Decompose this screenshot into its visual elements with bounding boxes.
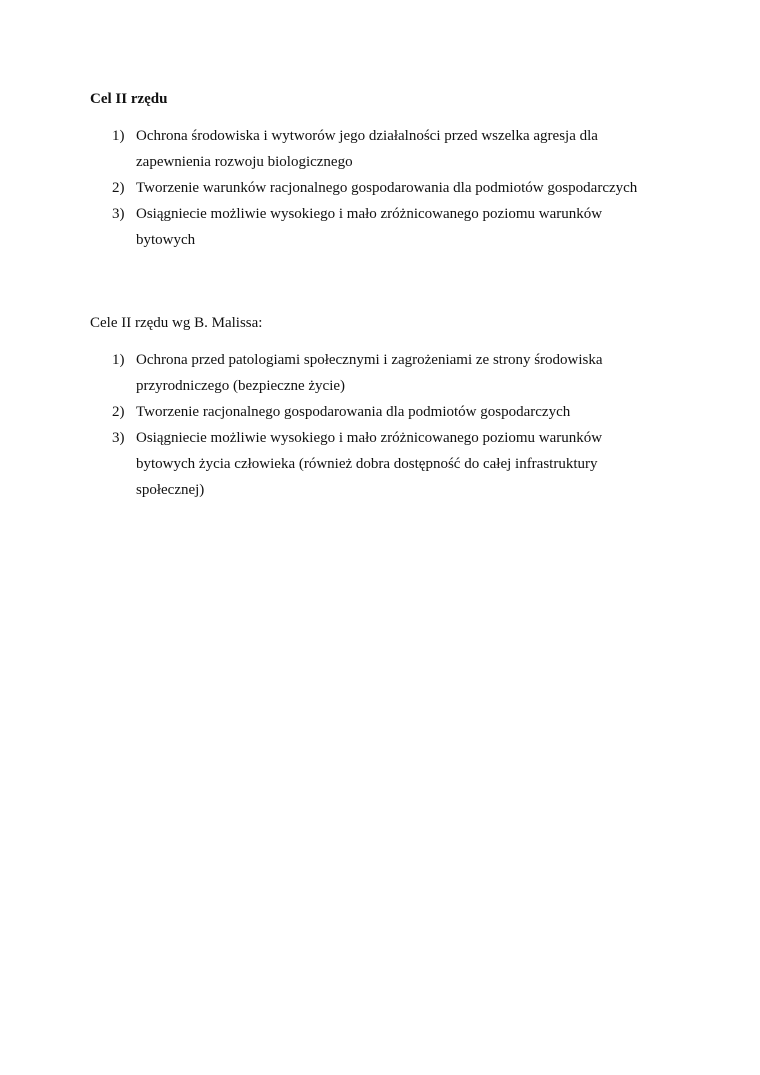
list-item-number: 3)	[112, 206, 125, 222]
goals-list	[90, 347, 650, 503]
list-item	[90, 347, 650, 399]
list-item	[90, 425, 650, 503]
section-heading: Cele II rzędu wg B. Malissa:	[90, 315, 263, 331]
section-goals-malissa	[90, 313, 650, 503]
list-item-number: 3)	[112, 430, 125, 446]
list-item-text: Ochrona środowiska i wytworów jego działalności przed wszelka agresja dla zapewnienia rozwoju biologicznego	[136, 128, 598, 170]
section-goals-second-order	[90, 89, 650, 253]
list-item	[90, 175, 650, 201]
list-item-text: Osiągniecie możliwie wysokiego i mało zróżnicowanego poziomu warunków bytowych	[136, 206, 603, 248]
list-item-text: Ochrona przed patologiami społecznymi i zagrożeniami ze strony środowiska przyrodniczego (bezpieczne życie)	[136, 352, 603, 394]
goals-list	[90, 123, 650, 253]
list-item-number: 1)	[112, 128, 125, 144]
list-item-number: 2)	[112, 404, 125, 420]
list-item-text: Osiągniecie możliwie wysokiego i mało zróżnicowanego poziomu warunków bytowych życia człowieka (również dobra dostępność do całej infrastruktury społecznej)	[136, 430, 603, 498]
list-item	[90, 123, 650, 175]
list-item-number: 2)	[112, 180, 125, 196]
list-item	[90, 399, 650, 425]
list-item-text: Tworzenie warunków racjonalnego gospodarowania dla podmiotów gospodarczych	[136, 180, 638, 196]
list-item-text: Tworzenie racjonalnego gospodarowania dla podmiotów gospodarczych	[136, 404, 571, 420]
list-item	[90, 201, 650, 253]
list-item-number: 1)	[112, 352, 125, 368]
section-heading: Cel II rzędu	[90, 91, 168, 107]
